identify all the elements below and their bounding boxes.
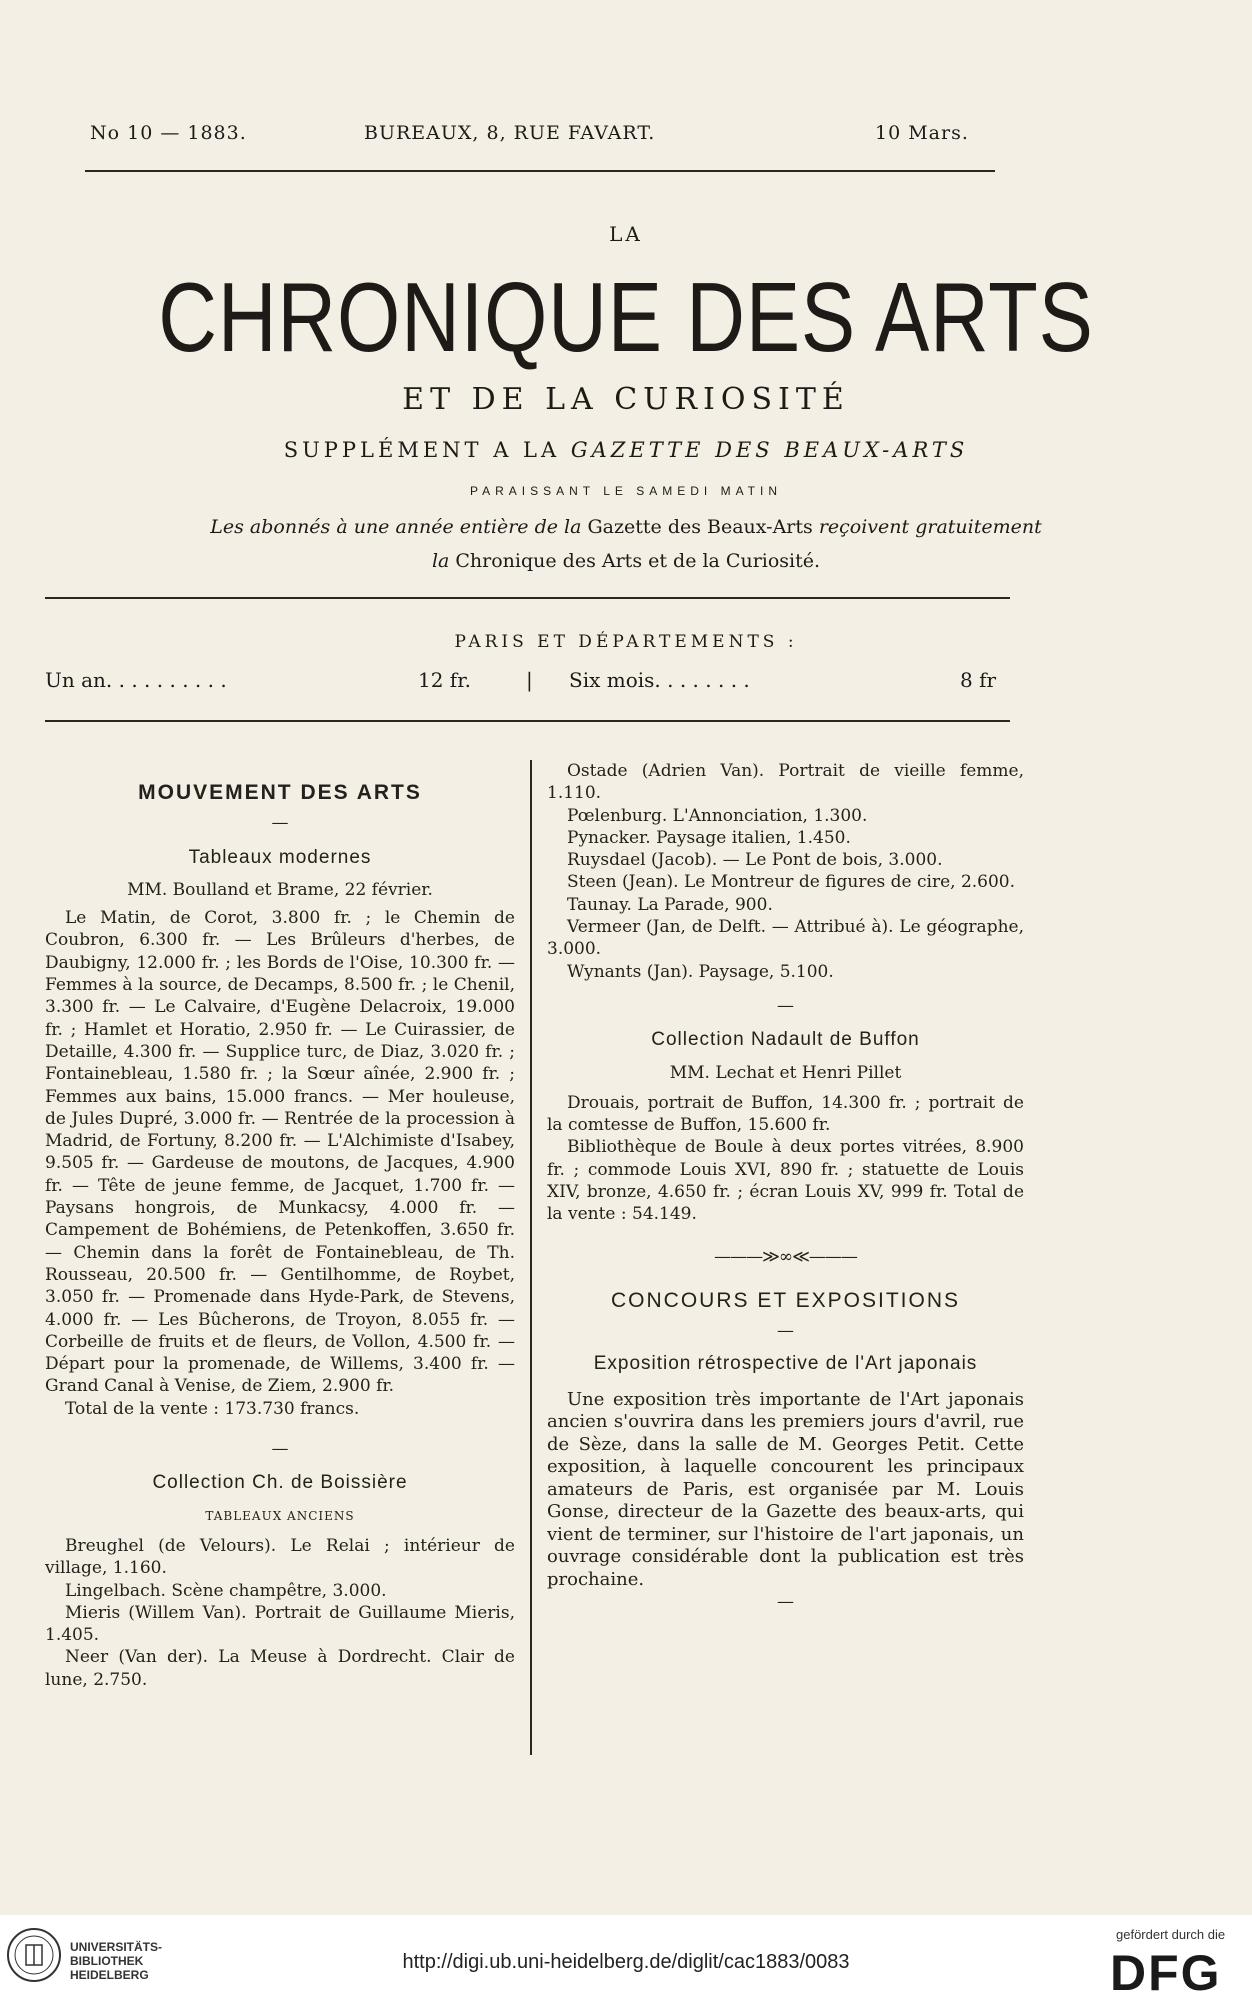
six-month-price: 8 fr <box>960 668 997 692</box>
masthead-article: LA <box>609 222 643 246</box>
year-subscription-label: Un an. . . . . . . . . . <box>45 668 227 692</box>
lot-item: Breughel (de Velours). Le Relai ; intérieur de village, 1.160. <box>45 1535 515 1579</box>
supplement-line <box>0 438 1252 462</box>
lot-item: Mieris (Willem Van). Portrait de Guillaume Mieris, 1.405. <box>45 1602 515 1646</box>
lot-item: Vermeer (Jan, de Delft. — Attribué à). Le géographe, 3.000. <box>547 917 1024 960</box>
lot-item: Pœlenburg. L'Annonciation, 1.300. <box>567 805 868 826</box>
header-rule <box>85 170 995 172</box>
issue-number: No 10 — 1883. <box>90 122 247 144</box>
permalink[interactable]: http://digi.ub.uni-heidelberg.de/diglit/cac1883/0083 <box>402 1951 850 1973</box>
subsection-title: Collection Ch. de Boissière <box>152 1472 408 1494</box>
column-divider <box>530 760 532 1755</box>
subsection-title: Tableaux modernes <box>188 846 372 868</box>
subscribers-note-line2 <box>0 550 1252 572</box>
library-name-line: HEIDELBERG <box>70 1968 149 1982</box>
masthead-title: CHRONIQUE DES ARTS <box>158 262 1094 372</box>
ornament-divider: ———≫∞≪——— <box>714 1246 857 1267</box>
library-name-line: BIBLIOTHEK <box>70 1954 144 1968</box>
sale-byline: MM. Boulland et Brame, 22 février. <box>127 879 433 900</box>
funding-note: gefördert durch die <box>1116 1927 1226 1942</box>
lot-item: Ruysdael (Jacob). — Le Pont de bois, 3.000. <box>567 850 943 871</box>
pricing-rule <box>45 720 1010 722</box>
section-dash: — <box>271 1439 289 1460</box>
subsection-title: Collection Nadault de Buffon <box>651 1029 920 1051</box>
article-body: Une exposition très importante de l'Art japonais ancien s'ouvrira dans les premiers jours d'avril, rue de Sèze, dans la salle de M. Georges Petit. Cette exposition, à laquelle concourent les principaux amateurs de Paris, est organisée par M. Louis Gonse, directeur de la Gazette des beaux-arts, qui vient de terminer, sur l'histoire de l'art japonais, un ouvrage considérable dont la publication est très prochaine. <box>547 1388 1024 1590</box>
masthead-subtitle: ET DE LA CURIOSITÉ <box>402 382 850 417</box>
lot-item: Neer (Van der). La Meuse à Dordrecht. Clair de lune, 2.750. <box>45 1647 515 1690</box>
lot-list <box>547 760 1024 983</box>
dfg-logo: DFG <box>1110 1945 1222 2001</box>
sale-body: Le Matin, de Corot, 3.800 fr. ; le Chemin de Coubron, 6.300 fr. — Les Brûleurs d'herbes, de Daubigny, 12.000 fr. ; les Bords de l'Oise, 10.300 fr. — Femmes à la source, de Decamps, 8.500 fr. ; le Chenil, 3.300 fr. — Le Calvaire, d'Eugène Delacroix, 19.000 fr. ; Hamlet et Horatio, 2.950 fr. — Le Cuirassier, de Detaille, 4.300 fr. — Supplice turc, de Diaz, 3.020 fr. ; Fontainebleau, 1.580 fr. ; la Sœur aînée, 2.900 fr. ; Femmes aux bains, 15.000 francs. — Mer houleuse, de Jules Dupré, 3.000 fr. — Rentrée de la procession à Madrid, de Fortuny, 8.200 fr. — L'Alchimiste d'Isabey, 9.505 fr. — Gardeuse de moutons, de Jacques, 4.900 fr. — Tête de jeune femme, de Jacquet, 1.700 fr. — Paysans hongrois, de Munkacsy, 4.000 fr. — Campement de Bohémiens, de Petenkoffen, 3.650 fr. — Chemin dans la forêt de Fontainebleau, de Th. Rousseau, 20.500 fr. — Gentilhomme, de Roybet, 3.050 fr. — Promenade dans Hyde-Park, de Stevens, 4.000 fr. — Les Bûcherons, de Troyon, 8.055 fr. — Corbeille de fruits et de fleurs, de Vollon, 4.500 fr. — Départ pour la promenade, de Willems, 3.400 fr. — Grand Canal à Venise, de Ziem, 2.900 fr. <box>45 908 515 1397</box>
subscribers-note-line1 <box>0 516 1252 538</box>
year-subscription-price: 12 fr. <box>418 668 471 692</box>
gazette-name: Gazette des Beaux-Arts <box>587 516 813 538</box>
sale-body: Drouais, portrait de Buffon, 14.300 fr. ; portrait de la comtesse de Buffon, 15.600 fr. <box>547 1092 1024 1136</box>
gazette-title: GAZETTE DES BEAUX-ARTS <box>570 438 969 462</box>
left-column <box>45 782 515 1691</box>
lot-list <box>45 1535 515 1691</box>
subscribers-text: la <box>431 550 450 572</box>
six-month-label: Six mois. . . . . . . . <box>569 668 750 692</box>
section-dash: — <box>271 813 289 834</box>
supplement-prefix: SUPPLÉMENT A LA <box>283 438 561 462</box>
pricing-heading: PARIS ET DÉPARTEMENTS : <box>454 632 798 652</box>
sale-total: Total de la vente : 173.730 francs. <box>65 1398 360 1419</box>
price-separator: | <box>526 668 533 692</box>
lot-item: Wynants (Jan). Paysage, 5.100. <box>567 961 834 982</box>
lot-item: Taunay. La Parade, 900. <box>567 894 773 915</box>
digitization-footer <box>0 1915 1252 2008</box>
section-dash: — <box>777 995 794 1016</box>
subscribers-text: reçoivent gratuitement <box>818 516 1042 538</box>
sale-byline: MM. Lechat et Henri Pillet <box>669 1062 902 1083</box>
section-title: MOUVEMENT DES ARTS <box>138 781 422 804</box>
section-dash: — <box>777 1592 794 1613</box>
library-name-line: UNIVERSITÄTS- <box>70 1940 163 1954</box>
section-title: CONCOURS ET EXPOSITIONS <box>611 1288 960 1312</box>
chronique-name: Chronique des Arts et de la Curiosité. <box>455 550 821 572</box>
lot-item: Steen (Jean). Le Montreur de figures de cire, 2.600. <box>567 872 1016 893</box>
subsection-kicker: TABLEAUX ANCIENS <box>205 1508 355 1523</box>
sale-body: Bibliothèque de Boule à deux portes vitrées, 8.900 fr. ; commode Louis XVI, 890 fr. ; statuette de Louis XIV, bronze, 4.650 fr. ; écran Louis XV, 999 fr. Total de la vente : 54.149. <box>547 1137 1024 1225</box>
lot-item: Lingelbach. Scène champêtre, 3.000. <box>65 1580 387 1601</box>
subsection-title: Exposition rétrospective de l'Art japonais <box>593 1352 978 1374</box>
issue-date: 10 Mars. <box>875 122 969 144</box>
right-column <box>547 760 1024 1614</box>
publication-frequency: PARAISSANT LE SAMEDI MATIN <box>469 484 783 498</box>
section-dash: — <box>777 1321 794 1342</box>
lot-item: Pynacker. Paysage italien, 1.450. <box>567 827 851 848</box>
subscribers-text: Les abonnés à une année entière de la <box>210 516 582 538</box>
lot-item: Ostade (Adrien Van). Portrait de vieille femme, 1.110. <box>547 761 1024 804</box>
office-address: BUREAUX, 8, RUE FAVART. <box>364 122 656 144</box>
masthead-rule <box>45 597 1010 599</box>
